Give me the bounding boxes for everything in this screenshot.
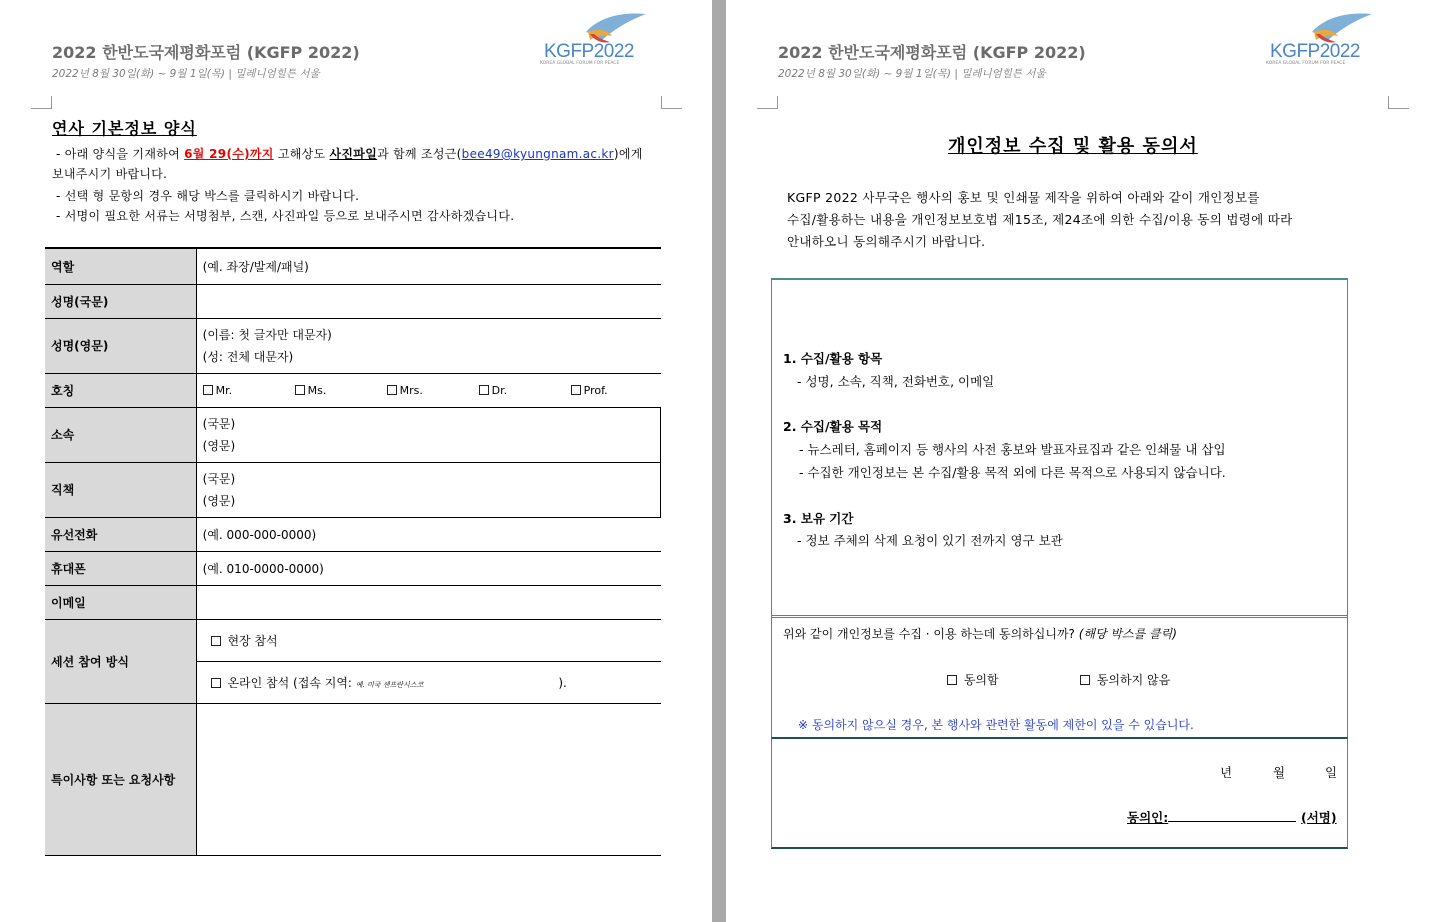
row-role	[45, 248, 661, 284]
instruction-1: - 아래 양식을 기재하여 6월 29(수)까지 고해상도 사진파일과 함께 조성근(bee49@kyungnam.ac.kr)에게	[56, 147, 643, 161]
honorific-options	[196, 373, 660, 407]
signature-box	[771, 737, 1348, 849]
crop-mark	[1388, 96, 1409, 109]
form-title: 연사 기본정보 양식	[52, 119, 197, 138]
option-online[interactable]: 온라인 참석 (접속 지역: 예. 미국 샌프란시스코 ).	[196, 661, 660, 703]
header-subtitle-right: 2022년 8월 30일(화) ~ 9월 1일(목) | 밀레니엄힐튼 서울	[778, 68, 1046, 80]
logo-text: KGFP2022	[544, 41, 635, 62]
label-role: 역할	[45, 248, 196, 284]
label-honorific: 호칭	[45, 373, 196, 407]
left-page	[0, 0, 712, 922]
row-phone	[45, 517, 661, 551]
row-mobile	[45, 551, 661, 585]
logo-subtext: KOREA GLOBAL FORUM FOR PEACE	[1266, 61, 1346, 66]
input-role[interactable]: (예. 좌장/발제/패널)	[196, 248, 660, 284]
input-notes[interactable]	[196, 703, 660, 855]
online-location-hint: 예. 미국 샌프란시스코	[355, 680, 424, 689]
checkbox-icon	[211, 678, 221, 688]
consent-title: 개인정보 수집 및 활용 동의서	[948, 136, 1198, 157]
disagree-option[interactable]: 동의하지 않음	[1080, 671, 1170, 688]
row-name-en	[45, 318, 661, 373]
logo-subtext: KOREA GLOBAL FORUM FOR PEACE	[540, 61, 620, 66]
option-ms[interactable]: Ms.	[295, 384, 387, 397]
input-phone[interactable]: (예. 000-000-0000)	[196, 517, 660, 551]
section-2-item-1: - 뉴스레터, 홈페이지 등 행사의 사전 홍보와 발표자료집과 같은 인쇄물 내 삽입	[799, 442, 1226, 457]
checkbox-icon	[947, 675, 957, 685]
logo-text: KGFP2022	[1270, 41, 1361, 62]
kgfp-logo	[538, 10, 658, 70]
page-gutter	[712, 0, 726, 922]
label-notes: 특이사항 또는 요청사항	[45, 703, 196, 855]
question-hint: (해당 박스를 클릭)	[1078, 627, 1177, 641]
header-title: 2022 한반도국제평화포럼 (KGFP 2022)	[52, 43, 360, 62]
row-affiliation	[45, 407, 661, 462]
label-email: 이메일	[45, 585, 196, 619]
option-prof[interactable]: Prof.	[571, 384, 631, 397]
label-mobile: 휴대폰	[45, 551, 196, 585]
crop-mark	[757, 96, 778, 109]
checkbox-icon	[387, 385, 397, 395]
option-mr[interactable]: Mr.	[203, 384, 295, 397]
label-phone: 유선전화	[45, 517, 196, 551]
option-dr[interactable]: Dr.	[479, 384, 571, 397]
row-session-onsite	[45, 619, 661, 661]
row-position	[45, 462, 661, 517]
checkbox-icon	[211, 636, 221, 646]
consent-question: 위와 같이 개인정보를 수집 · 이용 하는데 동의하십니까? (해당 박스를 클릭)	[783, 627, 1177, 641]
date-year: 년	[1220, 765, 1233, 780]
section-2-title: 2. 수집/활용 목적	[783, 419, 883, 434]
date-day: 일	[1325, 765, 1338, 780]
input-email[interactable]	[196, 585, 660, 619]
header-title-right: 2022 한반도국제평화포럼 (KGFP 2022)	[778, 43, 1086, 62]
date-month: 월	[1273, 765, 1286, 780]
label-name-en: 성명(영문)	[45, 318, 196, 373]
label-name-kr: 성명(국문)	[45, 284, 196, 318]
checkbox-icon	[479, 385, 489, 395]
checkbox-icon	[295, 385, 305, 395]
option-mrs[interactable]: Mrs.	[387, 384, 479, 397]
instruction-3: - 서명이 필요한 서류는 서명첨부, 스캔, 사진파일 등으로 보내주시면 감사하겠습니다.	[56, 209, 515, 223]
input-affiliation[interactable]: (국문) (영문)	[196, 407, 660, 462]
photo-file: 사진파일	[329, 147, 378, 161]
section-2-item-2: - 수집한 개인정보는 본 수집/활용 목적 외에 다른 목적으로 사용되지 않습니다.	[799, 465, 1226, 480]
row-name-kr	[45, 284, 661, 318]
crop-mark	[31, 96, 52, 109]
row-honorific	[45, 373, 661, 407]
row-notes	[45, 703, 661, 855]
checkbox-icon	[1080, 675, 1090, 685]
instruction-1-cont: 보내주시기 바랍니다.	[52, 167, 168, 181]
deadline: 6월 29(수)까지	[184, 147, 274, 161]
kgfp-logo-right	[1264, 10, 1384, 70]
intro-line-3: 안내하오니 동의해주시기 바랍니다.	[787, 234, 986, 249]
section-1-item: - 성명, 소속, 직책, 전화번호, 이메일	[797, 374, 995, 389]
crop-mark	[661, 96, 682, 109]
input-name-kr[interactable]	[196, 284, 660, 318]
option-onsite[interactable]: 현장 참석	[196, 619, 660, 661]
signer-label: 동의인:	[1127, 808, 1296, 826]
label-session: 세션 참여 방식	[45, 619, 196, 703]
signature-field[interactable]: (서명)	[1301, 810, 1337, 825]
checkbox-icon	[571, 385, 581, 395]
checkbox-icon	[203, 385, 213, 395]
input-name-en[interactable]: (이름: 첫 글자만 대문자) (성: 전체 대문자)	[196, 318, 660, 373]
agree-option[interactable]: 동의함	[947, 671, 999, 688]
email-link[interactable]: bee49@kyungnam.ac.kr	[461, 147, 614, 161]
input-position[interactable]: (국문) (영문)	[196, 462, 660, 517]
section-3-item: - 정보 주체의 삭제 요청이 있기 전까지 영구 보관	[797, 533, 1063, 548]
row-email	[45, 585, 661, 619]
input-mobile[interactable]: (예. 010-0000-0000)	[196, 551, 660, 585]
speaker-info-table	[45, 247, 661, 856]
intro-line-1: KGFP 2022 사무국은 행사의 홍보 및 인쇄물 제작을 위하여 아래와 같이 개인정보를	[787, 190, 1260, 205]
section-3-title: 3. 보유 기간	[783, 511, 854, 526]
section-1-title: 1. 수집/활용 항목	[783, 351, 883, 366]
header-subtitle: 2022년 8월 30일(화) ~ 9월 1일(목) | 밀레니엄힐튼 서울	[52, 68, 320, 80]
label-position: 직책	[45, 462, 196, 517]
instruction-2: - 선택 형 문항의 경우 해당 박스를 클릭하시기 바랍니다.	[56, 189, 360, 203]
consent-notice: ※ 동의하지 않으실 경우, 본 행사와 관련한 활동에 제한이 있을 수 있습니다.	[798, 718, 1194, 732]
intro-line-2: 수집/활용하는 내용을 개인정보보호법 제15조, 제24조에 의한 수집/이용 동의 법령에 따라	[787, 212, 1293, 227]
label-affiliation: 소속	[45, 407, 196, 462]
